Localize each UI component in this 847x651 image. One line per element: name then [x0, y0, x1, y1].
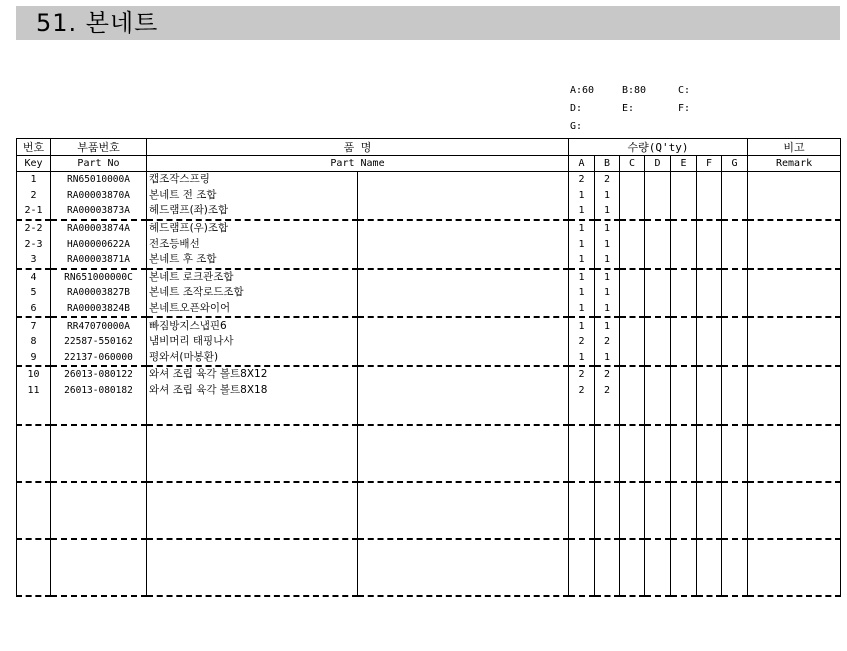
- empty-cell: [697, 425, 722, 482]
- row-qty-f: [697, 269, 722, 286]
- empty-cell: [51, 539, 147, 596]
- row-qty-g: [722, 301, 748, 318]
- empty-cell: [17, 425, 51, 482]
- row-qty-g: [722, 252, 748, 269]
- row-qty-b: 1: [595, 252, 620, 269]
- empty-cell: [671, 398, 697, 425]
- row-qty-d: [645, 252, 671, 269]
- row-part-name: 캡조작스프링: [147, 172, 358, 188]
- empty-cell: [51, 425, 147, 482]
- empty-cell: [147, 539, 358, 596]
- row-part-name-ext: [358, 269, 569, 286]
- header-key-en: Key: [17, 156, 51, 172]
- empty-cell: [147, 398, 358, 425]
- row-qty-c: [620, 172, 645, 188]
- row-qty-d: [645, 269, 671, 286]
- row-qty-b: 2: [595, 383, 620, 399]
- row-part-no: 22137-060000: [51, 350, 147, 367]
- row-key: 2: [17, 188, 51, 204]
- empty-row: [17, 425, 841, 482]
- table-row: [17, 236, 841, 252]
- row-qty-f: [697, 188, 722, 204]
- header-row-korean: [17, 139, 841, 156]
- row-qty-e: [671, 269, 697, 286]
- empty-cell: [17, 482, 51, 539]
- table-row: [17, 334, 841, 350]
- row-remark: [748, 269, 841, 286]
- row-qty-f: [697, 334, 722, 350]
- empty-row: [17, 539, 841, 596]
- row-qty-a: 2: [569, 366, 595, 383]
- row-qty-f: [697, 301, 722, 318]
- row-qty-a: 1: [569, 317, 595, 334]
- row-qty-b: 1: [595, 301, 620, 318]
- row-qty-c: [620, 366, 645, 383]
- header-qty-b: B: [595, 156, 620, 172]
- row-part-no: 26013-080122: [51, 366, 147, 383]
- table-row: [17, 317, 841, 334]
- row-part-name-ext: [358, 252, 569, 269]
- empty-row: [17, 482, 841, 539]
- row-qty-a: 1: [569, 252, 595, 269]
- row-qty-a: 1: [569, 285, 595, 301]
- header-row-english: [17, 156, 841, 172]
- row-key: 10: [17, 366, 51, 383]
- row-qty-b: 1: [595, 317, 620, 334]
- row-key: 2-2: [17, 220, 51, 237]
- row-qty-b: 2: [595, 334, 620, 350]
- header-qty: 수량(Q'ty): [569, 139, 748, 156]
- row-qty-a: 1: [569, 269, 595, 286]
- row-part-name: 본네트 조작로드조합: [147, 285, 358, 301]
- row-part-no: 26013-080182: [51, 383, 147, 399]
- empty-cell: [569, 398, 595, 425]
- row-part-name-ext: [358, 285, 569, 301]
- empty-cell: [595, 425, 620, 482]
- row-remark: [748, 383, 841, 399]
- empty-cell: [569, 482, 595, 539]
- row-key: 3: [17, 252, 51, 269]
- ratio-c: C:: [678, 85, 691, 96]
- ratio-e: E:: [622, 103, 635, 114]
- row-part-name: 빠짐방지스냅핀6: [147, 317, 358, 334]
- empty-cell: [51, 398, 147, 425]
- row-qty-e: [671, 252, 697, 269]
- row-qty-d: [645, 301, 671, 318]
- row-part-no: RA00003874A: [51, 220, 147, 237]
- row-qty-c: [620, 317, 645, 334]
- row-part-name: 냄비머리 태핑나사: [147, 334, 358, 350]
- row-qty-g: [722, 203, 748, 220]
- empty-cell: [358, 425, 569, 482]
- header-key-ko: 번호: [17, 139, 51, 156]
- row-qty-f: [697, 220, 722, 237]
- empty-cell: [697, 398, 722, 425]
- row-qty-d: [645, 172, 671, 188]
- row-remark: [748, 366, 841, 383]
- row-part-no: RA00003871A: [51, 252, 147, 269]
- row-qty-f: [697, 172, 722, 188]
- row-qty-c: [620, 334, 645, 350]
- row-qty-e: [671, 317, 697, 334]
- row-part-no: RR47070000A: [51, 317, 147, 334]
- header-part-no-ko: 부품번호: [51, 139, 147, 156]
- row-qty-b: 1: [595, 188, 620, 204]
- empty-cell: [722, 539, 748, 596]
- row-qty-a: 2: [569, 383, 595, 399]
- table-row: [17, 350, 841, 367]
- row-qty-d: [645, 285, 671, 301]
- row-key: 9: [17, 350, 51, 367]
- row-key: 7: [17, 317, 51, 334]
- row-remark: [748, 252, 841, 269]
- ratio-g: G:: [570, 121, 583, 132]
- empty-cell: [147, 482, 358, 539]
- row-part-no: HA00000622A: [51, 236, 147, 252]
- row-qty-g: [722, 285, 748, 301]
- table-row: [17, 269, 841, 286]
- row-part-name: 와셔 조립 육각 볼트8X18: [147, 383, 358, 399]
- row-qty-b: 1: [595, 350, 620, 367]
- row-qty-a: 2: [569, 172, 595, 188]
- row-qty-g: [722, 236, 748, 252]
- row-part-name-ext: [358, 383, 569, 399]
- table-row: [17, 203, 841, 220]
- row-qty-a: 1: [569, 203, 595, 220]
- row-part-name: 본네트오픈와이어: [147, 301, 358, 318]
- row-qty-b: 2: [595, 172, 620, 188]
- row-remark: [748, 188, 841, 204]
- row-qty-a: 1: [569, 236, 595, 252]
- row-qty-g: [722, 188, 748, 204]
- row-qty-f: [697, 285, 722, 301]
- row-part-no: RA00003870A: [51, 188, 147, 204]
- table-row: [17, 285, 841, 301]
- ratio-f: F:: [678, 103, 691, 114]
- row-qty-a: 2: [569, 334, 595, 350]
- row-qty-f: [697, 366, 722, 383]
- row-key: 8: [17, 334, 51, 350]
- empty-cell: [620, 425, 645, 482]
- header-qty-g: G: [722, 156, 748, 172]
- row-key: 4: [17, 269, 51, 286]
- row-remark: [748, 220, 841, 237]
- row-qty-g: [722, 366, 748, 383]
- row-qty-b: 1: [595, 236, 620, 252]
- table-row: [17, 220, 841, 237]
- row-qty-g: [722, 350, 748, 367]
- row-qty-c: [620, 220, 645, 237]
- empty-row: [17, 398, 841, 425]
- empty-cell: [748, 398, 841, 425]
- row-part-name: 와셔 조립 육각 볼트8X12: [147, 366, 358, 383]
- row-qty-b: 1: [595, 269, 620, 286]
- row-qty-d: [645, 366, 671, 383]
- empty-cell: [748, 539, 841, 596]
- empty-cell: [595, 482, 620, 539]
- row-part-name-ext: [358, 350, 569, 367]
- row-part-name-ext: [358, 334, 569, 350]
- header-part-no-en: Part No: [51, 156, 147, 172]
- page-title: 51. 본네트: [36, 9, 159, 37]
- row-remark: [748, 285, 841, 301]
- empty-cell: [671, 482, 697, 539]
- row-remark: [748, 317, 841, 334]
- row-qty-c: [620, 203, 645, 220]
- table-row: [17, 383, 841, 399]
- row-qty-c: [620, 285, 645, 301]
- row-remark: [748, 301, 841, 318]
- header-remark-en: Remark: [748, 156, 841, 172]
- row-remark: [748, 172, 841, 188]
- row-qty-g: [722, 317, 748, 334]
- empty-cell: [17, 398, 51, 425]
- empty-cell: [748, 482, 841, 539]
- row-qty-b: 1: [595, 285, 620, 301]
- table-row: [17, 301, 841, 318]
- row-qty-e: [671, 236, 697, 252]
- empty-cell: [722, 482, 748, 539]
- empty-cell: [620, 539, 645, 596]
- row-qty-e: [671, 285, 697, 301]
- empty-cell: [645, 539, 671, 596]
- parts-table: [16, 138, 841, 597]
- row-qty-e: [671, 203, 697, 220]
- row-key: 1: [17, 172, 51, 188]
- row-qty-a: 1: [569, 350, 595, 367]
- row-remark: [748, 350, 841, 367]
- row-qty-g: [722, 269, 748, 286]
- empty-cell: [722, 398, 748, 425]
- table-row: [17, 172, 841, 188]
- empty-cell: [358, 398, 569, 425]
- row-qty-b: 1: [595, 220, 620, 237]
- header-qty-c: C: [620, 156, 645, 172]
- empty-cell: [697, 482, 722, 539]
- header-qty-f: F: [697, 156, 722, 172]
- row-qty-b: 2: [595, 366, 620, 383]
- parts-table-body: [17, 172, 841, 597]
- empty-cell: [358, 539, 569, 596]
- row-part-name-ext: [358, 203, 569, 220]
- row-qty-g: [722, 383, 748, 399]
- empty-cell: [620, 398, 645, 425]
- empty-cell: [51, 482, 147, 539]
- row-part-name-ext: [358, 366, 569, 383]
- row-part-name-ext: [358, 188, 569, 204]
- row-qty-g: [722, 220, 748, 237]
- ratio-d: D:: [570, 103, 583, 114]
- row-part-no: RN65010000A: [51, 172, 147, 188]
- empty-cell: [645, 482, 671, 539]
- row-qty-d: [645, 350, 671, 367]
- row-qty-e: [671, 350, 697, 367]
- empty-cell: [595, 539, 620, 596]
- row-qty-d: [645, 220, 671, 237]
- ratio-a: A:60: [570, 85, 595, 96]
- row-part-name-ext: [358, 220, 569, 237]
- row-part-no: RA00003824B: [51, 301, 147, 318]
- row-qty-g: [722, 172, 748, 188]
- row-qty-e: [671, 220, 697, 237]
- row-key: 11: [17, 383, 51, 399]
- header-remark-ko: 비고: [748, 139, 841, 156]
- row-remark: [748, 203, 841, 220]
- row-qty-f: [697, 317, 722, 334]
- row-part-name: 본네트 전 조합: [147, 188, 358, 204]
- row-qty-c: [620, 383, 645, 399]
- empty-cell: [358, 482, 569, 539]
- row-qty-f: [697, 203, 722, 220]
- empty-cell: [671, 425, 697, 482]
- empty-cell: [645, 398, 671, 425]
- row-part-no: RA00003873A: [51, 203, 147, 220]
- row-part-name: 헤드램프(우)조합: [147, 220, 358, 237]
- row-part-name: 평와셔(마봉환): [147, 350, 358, 367]
- ratio-b: B:80: [622, 85, 647, 96]
- row-qty-f: [697, 383, 722, 399]
- row-qty-d: [645, 236, 671, 252]
- row-part-name: 본네트 로크관조합: [147, 269, 358, 286]
- empty-cell: [671, 539, 697, 596]
- row-qty-c: [620, 252, 645, 269]
- row-qty-b: 1: [595, 203, 620, 220]
- row-remark: [748, 334, 841, 350]
- empty-cell: [697, 539, 722, 596]
- empty-cell: [645, 425, 671, 482]
- row-qty-d: [645, 334, 671, 350]
- row-remark: [748, 236, 841, 252]
- row-qty-f: [697, 236, 722, 252]
- header-part-name-en: Part Name: [147, 156, 569, 172]
- row-qty-f: [697, 350, 722, 367]
- empty-cell: [595, 398, 620, 425]
- empty-cell: [569, 539, 595, 596]
- empty-cell: [17, 539, 51, 596]
- table-row: [17, 252, 841, 269]
- empty-cell: [748, 425, 841, 482]
- row-qty-a: 1: [569, 188, 595, 204]
- row-part-no: RN651000000C: [51, 269, 147, 286]
- row-qty-e: [671, 301, 697, 318]
- empty-cell: [722, 425, 748, 482]
- row-qty-d: [645, 188, 671, 204]
- row-key: 5: [17, 285, 51, 301]
- row-qty-d: [645, 383, 671, 399]
- header-part-name-ko: 품 명: [147, 139, 569, 156]
- row-qty-a: 1: [569, 220, 595, 237]
- row-qty-e: [671, 188, 697, 204]
- row-key: 2-1: [17, 203, 51, 220]
- row-qty-d: [645, 203, 671, 220]
- row-key: 6: [17, 301, 51, 318]
- row-qty-e: [671, 172, 697, 188]
- row-part-name-ext: [358, 317, 569, 334]
- title-bar: [16, 6, 840, 40]
- row-qty-c: [620, 350, 645, 367]
- header-qty-a: A: [569, 156, 595, 172]
- row-qty-g: [722, 334, 748, 350]
- row-part-name: 헤드램프(좌)조합: [147, 203, 358, 220]
- row-part-no: RA00003827B: [51, 285, 147, 301]
- header-qty-e: E: [671, 156, 697, 172]
- row-part-name: 본네트 후 조합: [147, 252, 358, 269]
- header-qty-d: D: [645, 156, 671, 172]
- row-part-name: 전조등배선: [147, 236, 358, 252]
- row-part-no: 22587-550162: [51, 334, 147, 350]
- row-qty-c: [620, 236, 645, 252]
- row-qty-c: [620, 188, 645, 204]
- empty-cell: [569, 425, 595, 482]
- row-part-name-ext: [358, 301, 569, 318]
- empty-cell: [620, 482, 645, 539]
- row-key: 2-3: [17, 236, 51, 252]
- row-qty-a: 1: [569, 301, 595, 318]
- table-row: [17, 188, 841, 204]
- row-qty-c: [620, 269, 645, 286]
- row-qty-d: [645, 317, 671, 334]
- row-qty-e: [671, 383, 697, 399]
- row-part-name-ext: [358, 236, 569, 252]
- row-qty-c: [620, 301, 645, 318]
- row-qty-e: [671, 334, 697, 350]
- row-qty-f: [697, 252, 722, 269]
- row-qty-e: [671, 366, 697, 383]
- empty-cell: [147, 425, 358, 482]
- table-row: [17, 366, 841, 383]
- row-part-name-ext: [358, 172, 569, 188]
